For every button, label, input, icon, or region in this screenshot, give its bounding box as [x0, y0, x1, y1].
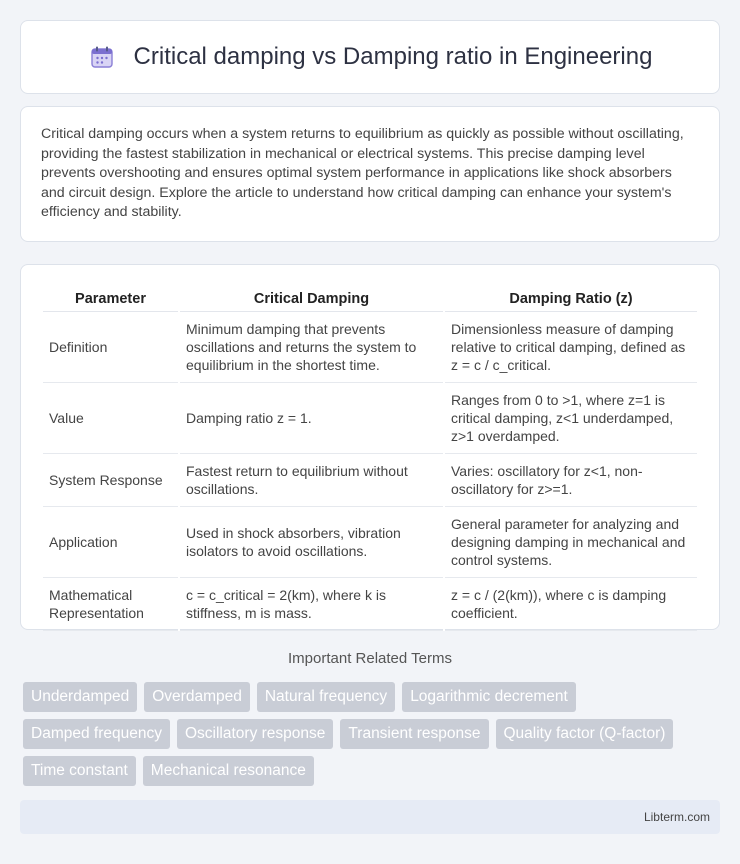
- table-cell: Application: [43, 507, 179, 578]
- table-row: [43, 454, 697, 507]
- table-cell: Value: [43, 383, 179, 454]
- table-cell: c = c_critical = 2(km), where k is stiffness, m is mass.: [179, 578, 444, 631]
- related-term-tag[interactable]: Logarithmic decrement: [402, 682, 576, 712]
- header-card: [20, 20, 720, 94]
- related-term-tag[interactable]: Overdamped: [144, 682, 250, 712]
- intro-paragraph: Critical damping occurs when a system returns to equilibrium as quickly as possible without oscillating, providing the fastest stabilization in mechanical or electrical systems. This precise damping level prevents overshooting and ensures optimal system performance in applications like shock absorbers and circuit design. Explore the article to understand how critical damping can enhance your system's efficiency and stability.: [41, 126, 684, 221]
- table-cell: Fastest return to equilibrium without oscillations.: [179, 454, 444, 507]
- footer: [20, 800, 720, 834]
- comparison-table-card: [20, 264, 720, 630]
- related-term-tag[interactable]: Damped frequency: [23, 719, 170, 749]
- table-cell: General parameter for analyzing and designing damping in mechanical and control systems.: [444, 507, 697, 578]
- related-terms-title: Important Related Terms: [288, 650, 452, 667]
- related-term-tag[interactable]: Time constant: [23, 756, 136, 786]
- calendar-icon: [88, 43, 116, 71]
- footer-site-link[interactable]: Libterm.com: [643, 810, 710, 824]
- related-term-tag[interactable]: Quality factor (Q-factor): [496, 719, 674, 749]
- table-cell: z = c / (2(km)), where c is damping coefficient.: [444, 578, 697, 631]
- table-cell: Dimensionless measure of damping relative to critical damping, defined as z = c / c_critical.: [444, 312, 697, 383]
- page-title: Critical damping vs Damping ratio in Engineering: [133, 43, 653, 70]
- table-cell: Mathematical Representation: [43, 578, 179, 631]
- related-term-tag[interactable]: Natural frequency: [257, 682, 395, 712]
- related-term-tag[interactable]: Mechanical resonance: [143, 756, 314, 786]
- table-cell: System Response: [43, 454, 179, 507]
- table-cell: Ranges from 0 to >1, where z=1 is critical damping, z<1 underdamped, z>1 overdamped.: [444, 383, 697, 454]
- column-header-parameter: Parameter: [43, 285, 179, 312]
- column-header-critical-damping: Critical Damping: [179, 285, 444, 312]
- table-cell: Used in shock absorbers, vibration isolators to avoid oscillations.: [179, 507, 444, 578]
- table-cell: Definition: [43, 312, 179, 383]
- table-header-row: [43, 285, 697, 312]
- related-term-tag[interactable]: Oscillatory response: [177, 719, 333, 749]
- table-row: [43, 383, 697, 454]
- table-cell: Damping ratio z = 1.: [179, 383, 444, 454]
- table-row: [43, 578, 697, 631]
- table-row: [43, 507, 697, 578]
- intro-card: [20, 106, 720, 242]
- header: [88, 43, 653, 71]
- table-cell: Varies: oscillatory for z<1, non-oscillatory for z>=1.: [444, 454, 697, 507]
- column-header-damping-ratio: Damping Ratio (z): [444, 285, 697, 312]
- comparison-table: [43, 285, 697, 631]
- related-term-tag[interactable]: Underdamped: [23, 682, 137, 712]
- related-terms-list: [23, 682, 723, 786]
- table-cell: Minimum damping that prevents oscillations and returns the system to equilibrium in the shortest time.: [179, 312, 444, 383]
- table-row: [43, 312, 697, 383]
- related-term-tag[interactable]: Transient response: [340, 719, 488, 749]
